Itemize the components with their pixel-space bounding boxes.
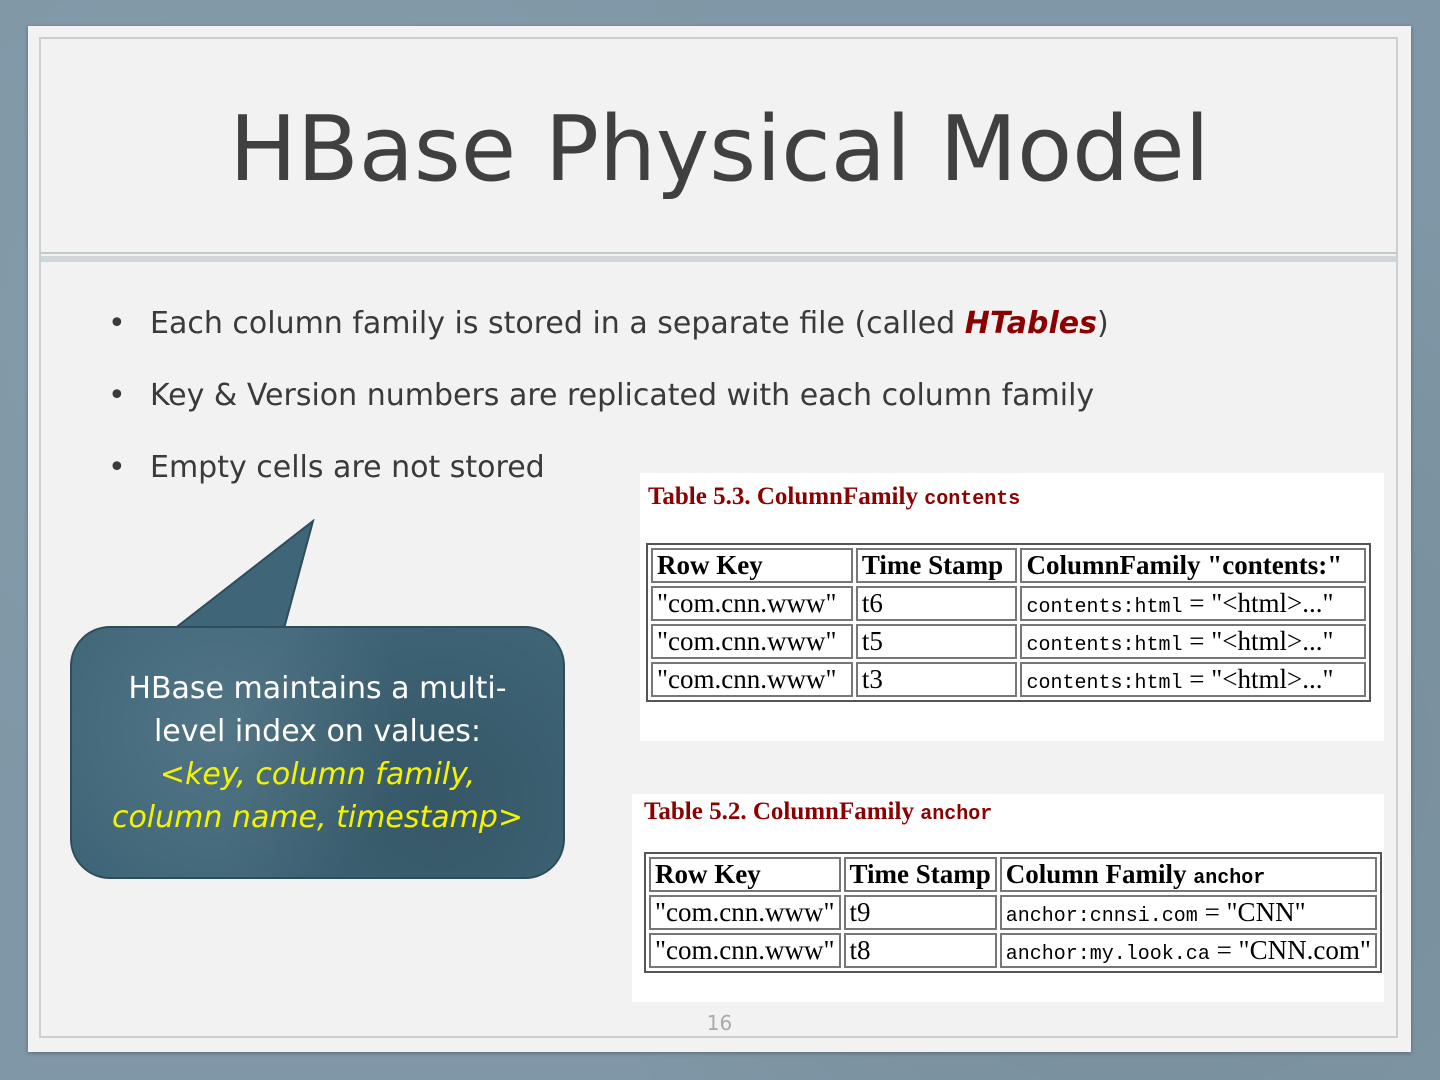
caption-text: Table 5.3. ColumnFamily [648,483,925,510]
caption-code: contents [924,488,1021,511]
table-row [651,624,1366,659]
bullet-suffix: ) [1096,306,1109,341]
bullet-item [108,304,1109,376]
anchor-table [644,852,1382,973]
callout-line: level index on values: [153,713,482,749]
callout-line: HBase maintains a multi- [128,670,507,706]
table-caption [644,798,992,826]
bullet-item [108,376,1109,448]
slide-title: HBase Physical Model [229,97,1210,202]
row-key: "com.cnn.www" [649,933,841,968]
table-header: Time Stamp [856,548,1018,583]
cell-value: contents:html = "<html>..." [1020,624,1366,659]
table-caption [648,483,1020,511]
cell-value: contents:html = "<html>..." [1020,662,1366,697]
cell-value: anchor:my.look.ca = "CNN.com" [1000,933,1377,968]
bullet-text: Each column family is stored in a separate file (called [150,306,965,341]
page-number: 16 [706,1011,733,1035]
row-key: "com.cnn.www" [649,895,841,930]
time-stamp: t9 [844,895,997,930]
cell-value: contents:html = "<html>..." [1020,586,1366,621]
title-divider-band [41,256,1397,262]
bullet-text: Empty cells are not stored [150,450,545,485]
row-key: "com.cnn.www" [651,624,853,659]
row-key: "com.cnn.www" [651,662,853,697]
slide [28,26,1411,1052]
row-key: "com.cnn.www" [651,586,853,621]
bullet-text: Key & Version numbers are replicated with each column family [150,378,1095,413]
table-row [649,895,1377,930]
table-header: Column Family anchor [1000,857,1377,892]
time-stamp: t5 [856,624,1018,659]
anchor-table-figure [632,794,1384,1002]
callout-highlight: <key, column family, [159,756,476,792]
cell-value: anchor:cnnsi.com = "CNN" [1000,895,1377,930]
time-stamp: t3 [856,662,1018,697]
caption-text: Table 5.2. ColumnFamily [644,798,921,825]
table-header: Time Stamp [844,857,997,892]
table-header: Row Key [649,857,841,892]
contents-table [646,543,1371,702]
table-header: Row Key [651,548,853,583]
bullet-emphasis: HTables [964,306,1097,341]
bullet-dot: • [108,450,126,485]
caption-code: anchor [920,803,993,826]
contents-table-figure [640,473,1384,741]
table-header-row [651,548,1366,583]
table-header-row [649,857,1377,892]
callout-bubble [70,626,565,879]
table-row [649,933,1377,968]
callout-highlight: column name, timestamp> [111,799,524,835]
time-stamp: t6 [856,586,1018,621]
table-header: ColumnFamily "contents:" [1020,548,1366,583]
bullet-dot: • [108,306,126,341]
time-stamp: t8 [844,933,997,968]
table-row [651,586,1366,621]
title-divider [41,252,1397,254]
bullet-dot: • [108,378,126,413]
table-row [651,662,1366,697]
